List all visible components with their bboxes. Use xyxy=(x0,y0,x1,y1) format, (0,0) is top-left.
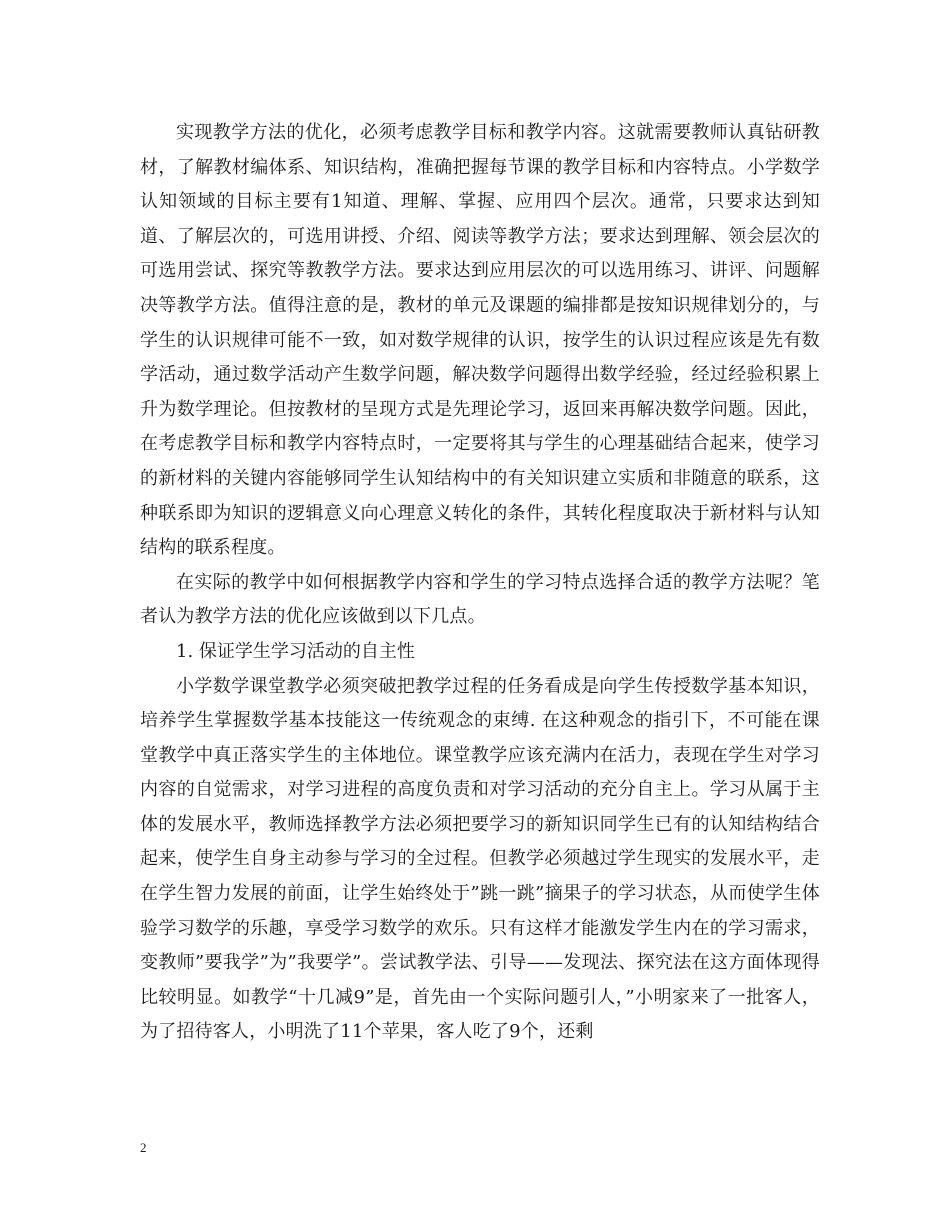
page-body xyxy=(140,116,820,1050)
body-paragraph: 实现教学方法的优化，必须考虑教学目标和教学内容。这就需要教师认真钻研教材，了解教材编体系、知识结构，准确把握每节课的教学目标和内容特点。小学数学认知领域的目标主要有1知道、理解、掌握、应用四个层次。通常，只要求达到知道、了解层次的，可选用讲授、介绍、阅读等教学方法；要求达到理解、领会层次的可选用尝试、探究等教教学方法。要求达到应用层次的可以选用练习、讲评、问题解决等教学方法。值得注意的是，教材的单元及课题的编排都是按知识规律划分的，与学生的认识规律可能不一致，如对数学规律的认识，按学生的认识过程应该是先有数学活动，通过数学活动产生数学问题，解决数学问题得出数学经验，经过经验积累上升为数学理论。但按教材的呈现方式是先理论学习，返回来再解决数学问题。因此，在考虑教学目标和教学内容特点时，一定要将其与学生的心理基础结合起来，使学习的新材料的关键内容能够同学生认知结构中的有关知识建立实质和非随意的联系，这种联系即为知识的逻辑意义向心理意义转化的条件，其转化程度取决于新材料与认知结构的联系程度。 xyxy=(140,122,820,559)
section-heading: 1. 保证学生学习活动的自主性 xyxy=(176,640,415,662)
page-number: 2 xyxy=(140,1140,147,1155)
body-paragraph: 小学数学课堂教学必须突破把教学过程的任务看成是向学生传授数学基本知识，培养学生掌握数学基本技能这一传统观念的束缚. 在这种观念的指引下，不可能在课堂教学中真正落实学生的主体地位。课堂教学应该充满内在活力，表现在学生对学习内容的自觉需求，对学习进程的高度负责和对学习活动的充分自主上。学习从属于主体的发展水平，教师选择教学方法必须把要学习的新知识同学生已有的认知结构结合起来，使学生自身主动参与学习的全过程。但教学必须越过学生现实的发展水平，走在学生智力发展的前面，让学生始终处于”跳一跳”摘果子的学习状态，从而使学生体验学习数学的乐趣，享受学习数学的欢乐。只有这样才能激发学生内在的学习需求，变教师”要我学”为”我要学”。尝试教学法、引导——发现法、探究法在这方面体现得比较明显。如教学“十几减9”是，首先由一个实际问题引人，”小明家来了一批客人，为了招待客人，小明洗了11个苹果，客人吃了9个，还剩 xyxy=(140,675,820,1043)
body-paragraph: 在实际的教学中如何根据教学内容和学生的学习特点选择合适的教学方法呢？笔者认为教学方法的优化应该做到以下几点。 xyxy=(140,571,820,628)
